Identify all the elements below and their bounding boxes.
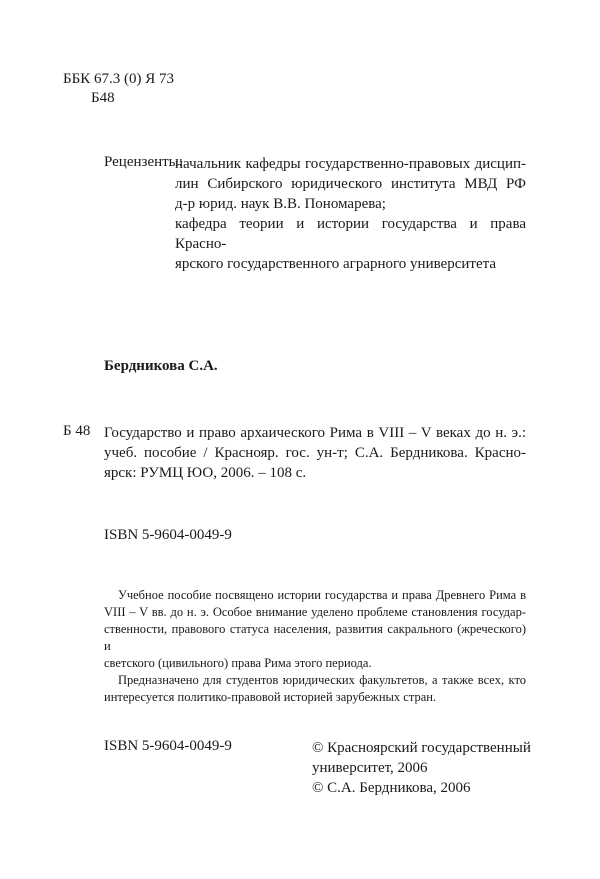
catalog-line: Государство и право архаического Рима в VIII – V веках до н. э.: (104, 425, 526, 441)
abstract-line: ственности, правового статуса населения, развития сакрального (жреческого) и (104, 622, 526, 653)
catalog-code: Б 48 (63, 423, 91, 439)
reviewer-line: лин Сибирского юридического института МВД РФ (175, 176, 526, 192)
author-name: Бердникова С.А. (104, 358, 218, 374)
copyright-line: © Красноярский государственный (312, 740, 531, 756)
reviewer-line: д-р юрид. наук В.В. Пономарева; (175, 196, 386, 212)
abstract-line: Учебное пособие посвящено истории государства и права Древнего Рима в (118, 588, 526, 602)
isbn-top: ISBN 5-9604-0049-9 (104, 527, 232, 543)
copyright-line: университет, 2006 (312, 760, 428, 776)
copyright-block (312, 738, 531, 798)
abstract-line: светского (цивильного) права Рима этого периода. (104, 656, 372, 670)
reviewer-line: кафедра теории и истории государства и права Красно- (175, 216, 526, 252)
classification-block (63, 70, 174, 108)
isbn-bottom: ISBN 5-9604-0049-9 (104, 738, 232, 754)
reviewers-label: Рецензенты: (104, 154, 183, 170)
reviewers-text (175, 154, 526, 274)
abstract-line: Предназначено для студентов юридических факультетов, а также всех, кто (118, 673, 526, 687)
author-mark: Б48 (91, 90, 115, 106)
reviewer-line: ярского государственного аграрного университета (175, 256, 497, 272)
reviewer-line: начальник кафедры государственно-правовых дисцип- (175, 156, 526, 172)
catalog-description (104, 423, 526, 483)
abstract-line: интересуется политико-правовой историей зарубежных стран. (104, 690, 437, 704)
copyright-line: © С.А. Бердникова, 2006 (312, 780, 471, 796)
bbk-code: ББК 67.3 (0) Я 73 (63, 71, 174, 87)
catalog-line: ярск: РУМЦ ЮО, 2006. – 108 с. (104, 465, 307, 481)
abstract-line: VIII – V вв. до н. э. Особое внимание уделено проблеме становления государ- (104, 605, 526, 619)
abstract-text (104, 587, 526, 706)
catalog-line: учеб. пособие / Краснояр. гос. ун-т; С.А. Бердникова. Красно- (104, 445, 526, 461)
